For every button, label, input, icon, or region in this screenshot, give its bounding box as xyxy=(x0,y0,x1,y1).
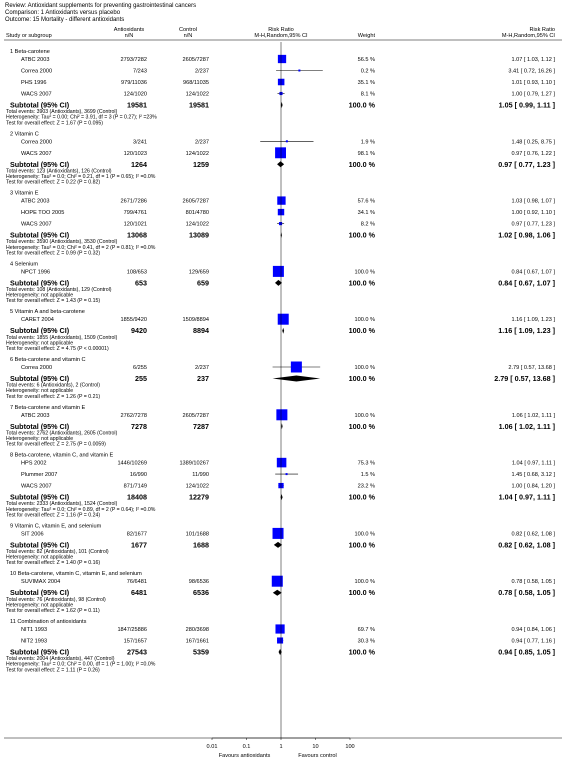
subtotal-label: Subtotal (95% CI) xyxy=(10,159,70,169)
study-exp-value: 1446/10269 xyxy=(117,460,147,467)
study-ctrl-value: 2605/7287 xyxy=(182,412,209,419)
group-title: 5 Vitamin A and beta-carotene xyxy=(10,309,85,316)
study-weight: 34.1 % xyxy=(357,210,375,217)
subtotal-note: Test for overall effect: Z = 1.40 (P = 0.16) xyxy=(6,560,101,567)
study-weight: 8.2 % xyxy=(360,221,375,228)
subtotal-label: Subtotal (95% CI) xyxy=(10,540,70,550)
study-square xyxy=(278,314,289,325)
subtotal-exp-total: 13068 xyxy=(127,230,147,240)
group-title: 6 Beta-carotene and vitamin C xyxy=(10,357,86,363)
study-ci-text: 1.45 [ 0.68, 3.12 ] xyxy=(511,472,555,479)
subtotal-exp-total: 27543 xyxy=(127,647,147,657)
study-name: ATBC 2003 xyxy=(21,57,50,63)
subtotal-weight: 100.0 % xyxy=(348,326,375,336)
subtotal-note: Test for overall effect: Z = 1.16 (P = 0.24) xyxy=(6,512,101,519)
study-name: HPS 2002 xyxy=(21,460,47,467)
subtotal-ci-text: 0.82 [ 0.62, 1.08 ] xyxy=(498,540,555,550)
subtotal-note: Heterogeneity: Tau² = 0.0; Chi² = 0.00, df = 1 (P = 1.00); I² =0.0% xyxy=(6,661,156,668)
subtotal-note: Total events: 1855 (Antioxidants), 1509 (Control) xyxy=(6,334,118,341)
group-title: 8 Beta-carotene, vitamin C, and vitamin E xyxy=(10,452,114,459)
comparison-title: Comparison: 1 Antioxidants versus placebo xyxy=(5,10,121,16)
subtotal-note: Heterogeneity: not applicable xyxy=(6,340,74,347)
x-axis-tick-label: 100 xyxy=(345,744,355,750)
study-exp-value: 82/1677 xyxy=(126,531,147,538)
x-axis-tick-label: 0.01 xyxy=(206,744,218,750)
study-ci-text: 1.16 [ 1.09, 1.23 ] xyxy=(511,317,555,324)
subtotal-note: Test for overall effect: Z = 1.26 (P = 0.21) xyxy=(6,393,101,400)
study-weight: 56.5 % xyxy=(357,57,375,63)
study-name: Correa 2000 xyxy=(21,139,53,146)
subtotal-label: Subtotal (95% CI) xyxy=(10,326,70,336)
study-exp-value: 2671/7286 xyxy=(120,198,147,205)
study-ctrl-value: 124/1022 xyxy=(185,221,209,228)
subtotal-weight: 100.0 % xyxy=(348,159,375,169)
x-axis-tick-label: 1 xyxy=(279,744,283,750)
study-ci-text: 2.79 [ 0.57, 13.68 ] xyxy=(508,365,555,371)
col-header-exp-n: n/N xyxy=(124,33,134,39)
study-exp-value: 120/1021 xyxy=(123,221,147,228)
col-header-ctrl-n: n/N xyxy=(183,33,193,39)
study-weight: 57.6 % xyxy=(357,198,375,205)
study-square xyxy=(286,473,288,475)
subtotal-ctrl-total: 6536 xyxy=(193,588,209,598)
study-exp-value: 120/1023 xyxy=(123,150,147,157)
subtotal-exp-total: 18408 xyxy=(127,492,147,502)
subtotal-diamond xyxy=(282,328,284,334)
study-weight: 23.2 % xyxy=(357,483,375,490)
subtotal-ctrl-total: 1259 xyxy=(193,159,209,169)
study-exp-value: 76/6481 xyxy=(126,579,147,586)
study-ci-text: 0.97 [ 0.77, 1.23 ] xyxy=(511,221,555,228)
study-square xyxy=(273,528,284,539)
col-header-rr-text-method: M-H,Random,95% CI xyxy=(501,33,555,39)
study-weight: 1.9 % xyxy=(360,139,375,146)
subtotal-note: Heterogeneity: not applicable xyxy=(6,602,74,609)
subtotal-exp-total: 255 xyxy=(135,374,147,383)
subtotal-note: Total events: 3590 (Antioxidants), 3530 (Control) xyxy=(6,239,118,246)
study-ctrl-value: 98/6536 xyxy=(188,579,209,586)
subtotal-ci-text: 1.04 [ 0.97, 1.11 ] xyxy=(498,492,555,502)
subtotal-label: Subtotal (95% CI) xyxy=(10,374,70,383)
subtotal-note: Test for overall effect: Z = 1.43 (P = 0.15) xyxy=(6,298,101,305)
subtotal-note: Total events: 2333 (Antioxidants), 1524 (Control) xyxy=(6,501,118,508)
subtotal-diamond xyxy=(279,649,282,655)
subtotal-exp-total: 9420 xyxy=(131,326,147,336)
study-ctrl-value: 124/1022 xyxy=(185,483,209,490)
subtotal-ci-text: 1.06 [ 1.02, 1.11 ] xyxy=(498,421,555,431)
study-name: WACS 2007 xyxy=(21,483,52,490)
study-ci-text: 1.03 [ 0.98, 1.07 ] xyxy=(511,198,555,205)
study-name: WACS 2007 xyxy=(21,91,52,98)
subtotal-exp-total: 7278 xyxy=(131,421,147,431)
study-ci-text: 0.84 [ 0.67, 1.07 ] xyxy=(511,269,555,276)
x-axis-tick-label: 0.1 xyxy=(242,744,251,750)
study-square xyxy=(298,70,300,72)
study-weight: 0.2 % xyxy=(360,68,375,75)
subtotal-note: Heterogeneity: Tau² = 0.00; Chi² = 3.91, df = 3 (P = 0.27); I² =23% xyxy=(6,114,157,121)
study-name: HOPE TOO 2005 xyxy=(21,210,65,217)
subtotal-label: Subtotal (95% CI) xyxy=(10,492,70,502)
subtotal-note: Test for overall effect: Z = 1.62 (P = 0.11) xyxy=(6,608,100,614)
subtotal-ctrl-total: 12279 xyxy=(189,492,209,502)
study-name: SUVIMAX 2004 xyxy=(21,579,61,586)
study-weight: 1.5 % xyxy=(360,472,375,479)
subtotal-ctrl-total: 1688 xyxy=(193,540,209,550)
study-weight: 100.0 % xyxy=(354,269,375,276)
study-exp-value: 16/990 xyxy=(129,472,147,479)
study-name: SIT 2006 xyxy=(21,531,44,538)
study-ci-text: 0.94 [ 0.77, 1.16 ] xyxy=(511,638,555,645)
subtotal-ci-text: 0.94 [ 0.85, 1.05 ] xyxy=(498,647,555,657)
study-weight: 69.7 % xyxy=(357,627,375,633)
subtotal-note: Heterogeneity: not applicable xyxy=(6,554,74,561)
study-ctrl-value: 280/3698 xyxy=(185,627,209,633)
subtotal-exp-total: 1677 xyxy=(131,540,147,550)
study-ctrl-value: 124/1022 xyxy=(185,91,209,98)
subtotal-exp-total: 1264 xyxy=(131,159,147,169)
group-title: 10 Beta-carotene, vitamin C, vitamin E, and selenium xyxy=(10,571,142,578)
study-ci-text: 3.41 [ 0.72, 16.26 ] xyxy=(508,68,555,75)
subtotal-note: Total events: 6 (Antioxidants), 2 (Control) xyxy=(6,382,100,389)
subtotal-label: Subtotal (95% CI) xyxy=(10,278,70,288)
study-square xyxy=(279,222,282,225)
subtotal-note: Test for overall effect: Z = 0.99 (P = 0.32) xyxy=(6,250,101,257)
subtotal-exp-total: 653 xyxy=(135,278,147,288)
group-title: 3 Vitamin E xyxy=(10,190,39,197)
study-weight: 35.1 % xyxy=(357,80,375,86)
subtotal-note: Heterogeneity: Tau² = 0.0; Chi² = 0.41, df = 2 (P = 0.81); I² =0.0% xyxy=(6,244,156,251)
subtotal-note: Total events: 3903 (Antioxidants), 3699 (Control) xyxy=(6,109,118,116)
subtotal-diamond xyxy=(273,590,282,596)
study-ctrl-value: 11/990 xyxy=(192,472,209,479)
study-name: Correa 2000 xyxy=(21,68,53,75)
study-ctrl-value: 2605/7287 xyxy=(182,198,209,205)
study-ci-text: 1.00 [ 0.92, 1.10 ] xyxy=(511,210,555,217)
study-ci-text: 0.82 [ 0.62, 1.08 ] xyxy=(511,531,555,538)
study-ctrl-value: 2/237 xyxy=(195,139,209,146)
subtotal-ctrl-total: 7287 xyxy=(193,421,209,431)
subtotal-exp-total: 6481 xyxy=(131,588,147,598)
subtotal-weight: 100.0 % xyxy=(348,647,375,657)
subtotal-weight: 100.0 % xyxy=(348,492,375,502)
study-ctrl-value: 968/11035 xyxy=(182,80,209,86)
subtotal-ci-text: 0.84 [ 0.67, 1.07 ] xyxy=(498,278,555,288)
study-ctrl-value: 2/237 xyxy=(195,365,209,371)
subtotal-label: Subtotal (95% CI) xyxy=(10,647,70,657)
study-ci-text: 0.94 [ 0.84, 1.06 ] xyxy=(511,627,555,633)
study-ci-text: 0.97 [ 0.76, 1.22 ] xyxy=(511,150,555,157)
study-exp-value: 1847/25886 xyxy=(117,627,147,633)
study-ci-text: 1.06 [ 1.02, 1.11 ] xyxy=(511,412,555,419)
study-ci-text: 0.78 [ 0.58, 1.05 ] xyxy=(511,579,555,586)
study-name: Correa 2000 xyxy=(21,365,53,371)
subtotal-ctrl-total: 13089 xyxy=(189,230,209,240)
favours-control-label: Favours control xyxy=(298,753,337,759)
subtotal-note: Total events: 76 (Antioxidants), 98 (Control) xyxy=(6,596,106,603)
study-weight: 100.0 % xyxy=(354,317,375,324)
study-name: Plummer 2007 xyxy=(21,472,58,479)
subtotal-note: Test for overall effect: Z = 1.11 (P = 0.26) xyxy=(6,667,100,674)
subtotal-note: Heterogeneity: not applicable xyxy=(6,292,74,299)
subtotal-weight: 100.0 % xyxy=(348,540,375,550)
study-name: ATBC 2003 xyxy=(21,412,50,419)
group-title: 2 Vitamin C xyxy=(10,131,39,138)
subtotal-weight: 100.0 % xyxy=(348,100,375,110)
col-header-exp: Antioxidants xyxy=(113,27,145,33)
subtotal-label: Subtotal (95% CI) xyxy=(10,588,70,598)
col-header-rr-plot: Risk Ratio xyxy=(268,27,294,33)
study-square xyxy=(276,409,287,420)
study-ctrl-value: 1509/8894 xyxy=(182,317,209,324)
study-name: WACS 2007 xyxy=(21,150,52,157)
group-title: 9 Vitamin C, vitamin E, and selenium xyxy=(10,523,102,530)
subtotal-note: Heterogeneity: not applicable xyxy=(6,388,74,395)
subtotal-note: Heterogeneity: Tau² = 0.0; Chi² = 0.21, df = 1 (P = 0.65); I² =0.0% xyxy=(6,174,156,180)
group-title: 1 Beta-carotene xyxy=(10,49,50,55)
study-name: NIT1 1993 xyxy=(21,627,48,633)
subtotal-note: Heterogeneity: Tau² = 0.0; Chi² = 0.89, df = 2 (P = 0.64); I² =0.0% xyxy=(6,506,156,513)
study-square xyxy=(275,624,284,633)
study-exp-value: 1855/9420 xyxy=(120,317,147,324)
group-title: 11 Combination of antioxidants xyxy=(10,619,87,625)
subtotal-ci-text: 2.79 [ 0.57, 13.68 ] xyxy=(494,374,555,383)
subtotal-ci-text: 1.02 [ 0.98, 1.06 ] xyxy=(498,230,555,240)
subtotal-ctrl-total: 659 xyxy=(197,278,209,288)
study-square xyxy=(278,55,286,63)
study-exp-value: 979/11036 xyxy=(120,80,147,86)
subtotal-ctrl-total: 237 xyxy=(197,374,209,383)
study-weight: 100.0 % xyxy=(354,579,375,586)
study-exp-value: 124/1020 xyxy=(123,91,147,98)
study-ci-text: 1.01 [ 0.93, 1.10 ] xyxy=(511,80,555,86)
study-exp-value: 2762/7278 xyxy=(120,412,147,419)
subtotal-diamond xyxy=(273,376,321,382)
study-weight: 100.0 % xyxy=(354,531,375,538)
subtotal-note: Total events: 123 (Antioxidants), 126 (Control) xyxy=(6,168,112,175)
study-weight: 30.3 % xyxy=(357,638,375,645)
study-square xyxy=(277,458,287,468)
col-header-study: Study or subgroup xyxy=(6,33,52,39)
study-name: NPCT 1996 xyxy=(21,269,51,276)
col-header-weight: Weight xyxy=(357,33,375,39)
study-weight: 100.0 % xyxy=(354,412,375,419)
subtotal-diamond xyxy=(277,161,284,167)
study-ctrl-value: 101/1688 xyxy=(185,531,209,538)
study-ci-text: 1.00 [ 0.79, 1.27 ] xyxy=(511,91,555,98)
subtotal-label: Subtotal (95% CI) xyxy=(10,230,70,240)
col-header-rr-text: Risk Ratio xyxy=(529,27,555,33)
study-square xyxy=(291,362,302,373)
outcome-title: Outcome: 15 Mortality - different antioxidants xyxy=(5,17,125,23)
subtotal-note: Total events: 2004 (Antioxidants), 447 (Control) xyxy=(6,656,115,663)
study-exp-value: 871/7149 xyxy=(123,483,147,490)
subtotal-note: Heterogeneity: not applicable xyxy=(6,436,74,442)
subtotal-ci-text: 1.16 [ 1.09, 1.23 ] xyxy=(498,326,555,336)
study-ctrl-value: 167/1661 xyxy=(185,638,209,645)
subtotal-ci-text: 1.05 [ 0.99, 1.11 ] xyxy=(498,100,555,110)
study-weight: 8.1 % xyxy=(360,91,375,98)
study-exp-value: 157/1657 xyxy=(123,638,147,645)
study-name: PHS 1996 xyxy=(21,80,47,86)
col-header-ctrl: Control xyxy=(178,27,198,33)
study-ctrl-value: 1389/10267 xyxy=(179,460,209,467)
study-ci-text: 1.04 [ 0.97, 1.11 ] xyxy=(511,460,555,467)
subtotal-weight: 100.0 % xyxy=(348,230,375,240)
study-weight: 98.1 % xyxy=(357,150,375,157)
study-name: NIT2 1993 xyxy=(21,638,48,645)
subtotal-label: Subtotal (95% CI) xyxy=(10,100,70,110)
study-ctrl-value: 129/659 xyxy=(188,269,209,276)
subtotal-weight: 100.0 % xyxy=(348,278,375,288)
subtotal-ci-text: 0.97 [ 0.77, 1.23 ] xyxy=(498,159,555,169)
study-ctrl-value: 801/4780 xyxy=(185,210,209,217)
subtotal-ci-text: 0.78 [ 0.58, 1.05 ] xyxy=(498,588,555,598)
subtotal-weight: 100.0 % xyxy=(348,374,375,383)
study-ctrl-value: 124/1022 xyxy=(185,150,209,157)
subtotal-ctrl-total: 5359 xyxy=(193,647,209,657)
study-name: ATBC 2003 xyxy=(21,198,50,205)
study-square xyxy=(277,196,285,204)
study-name: WACS 2007 xyxy=(21,221,52,228)
study-weight: 75.3 % xyxy=(357,460,375,467)
subtotal-note: Total events: 82 (Antioxidants), 101 (Control) xyxy=(6,549,109,555)
subtotal-ctrl-total: 19581 xyxy=(189,100,209,110)
study-square xyxy=(275,147,286,158)
study-ctrl-value: 2605/7287 xyxy=(182,57,209,63)
subtotal-note: Test for overall effect: Z = 1.67 (P = 0.095) xyxy=(6,120,103,127)
group-title: 7 Beta-carotene and vitamin E xyxy=(10,404,86,411)
subtotal-note: Test for overall effect: Z = 2.75 (P = 0.0059) xyxy=(6,441,106,448)
study-exp-value: 6/255 xyxy=(133,365,147,371)
favours-antioxidants-label: Favours antioxidants xyxy=(218,753,271,759)
subtotal-note: Test for overall effect: Z = 4.75 (P < 0.00001) xyxy=(6,346,109,352)
subtotal-label: Subtotal (95% CI) xyxy=(10,421,70,431)
subtotal-weight: 100.0 % xyxy=(348,588,375,598)
study-exp-value: 7/243 xyxy=(133,68,147,75)
study-name: CARET 2004 xyxy=(21,317,54,324)
study-square xyxy=(277,637,283,643)
subtotal-note: Test for overall effect: Z = 0.22 (P = 0.82) xyxy=(6,179,101,186)
study-ctrl-value: 2/237 xyxy=(195,68,209,75)
col-header-rr-plot-method: M-H,Random,95% CI xyxy=(254,33,308,39)
study-square xyxy=(273,266,284,277)
group-title: 4 Selenium xyxy=(10,261,38,268)
subtotal-ctrl-total: 8894 xyxy=(193,326,209,336)
study-exp-value: 2793/7282 xyxy=(120,57,147,63)
x-axis-tick-label: 10 xyxy=(312,744,319,750)
study-exp-value: 3/241 xyxy=(133,139,147,146)
study-exp-value: 108/653 xyxy=(126,269,147,276)
study-ci-text: 1.00 [ 0.84, 1.20 ] xyxy=(511,483,555,490)
subtotal-note: Total events: 2762 (Antioxidants), 2605 (Control) xyxy=(6,430,118,437)
study-weight: 100.0 % xyxy=(354,365,375,371)
subtotal-exp-total: 19581 xyxy=(127,100,147,110)
review-title: Review: Antioxidant supplements for preventing gastrointestinal cancers xyxy=(5,3,197,9)
subtotal-note: Total events: 108 (Antioxidants), 129 (Control) xyxy=(6,287,112,293)
study-exp-value: 799/4761 xyxy=(123,210,147,217)
study-ci-text: 1.48 [ 0.25, 8.75 ] xyxy=(511,139,555,146)
subtotal-weight: 100.0 % xyxy=(348,421,375,431)
study-ci-text: 1.07 [ 1.03, 1.12 ] xyxy=(511,57,555,63)
study-square xyxy=(286,140,288,142)
subtotal-diamond xyxy=(281,423,282,429)
